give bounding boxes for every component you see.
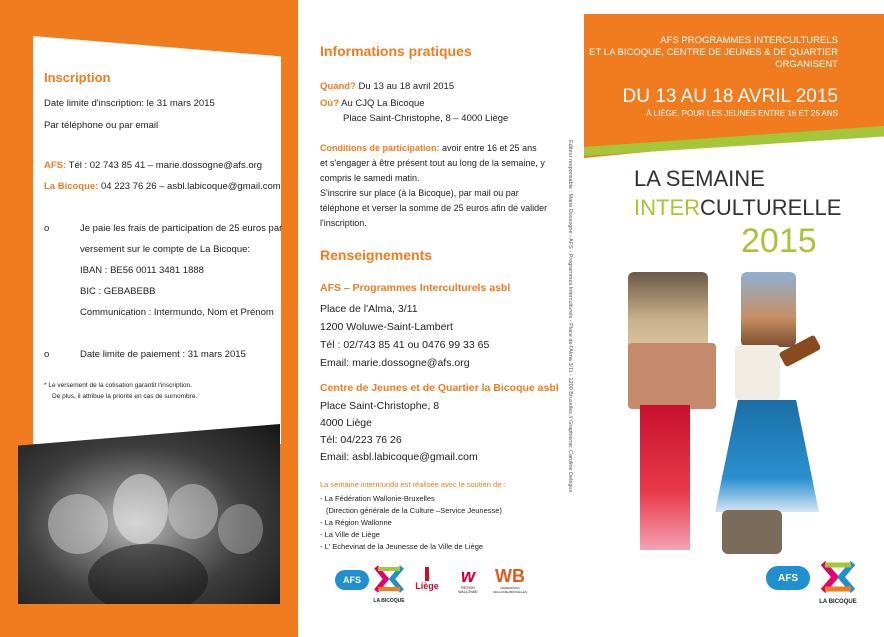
collage-photo-boots bbox=[722, 510, 782, 554]
ou-address: Place Saint-Christophe, 8 – 4000 Liège bbox=[343, 113, 509, 124]
afs-label: AFS: bbox=[44, 160, 67, 171]
support-item: (Direction générale de la Culture –Service Jeunesse) bbox=[326, 506, 502, 515]
logo-bicoque-label: LA BICOQUE bbox=[373, 598, 405, 604]
afs-block bbox=[320, 280, 510, 372]
infos-title: Informations pratiques bbox=[320, 43, 472, 59]
support-item: - La Fédération Wallonie-Bruxelles bbox=[320, 494, 435, 503]
ou-line bbox=[320, 96, 425, 112]
cjq-org: Centre de Jeunes et de Quartier la Bicoque asbl bbox=[320, 382, 559, 394]
conditions-6: l'inscription. bbox=[320, 218, 367, 228]
logo-liege bbox=[412, 567, 442, 601]
title-inter: INTER bbox=[634, 195, 700, 220]
footnote-2: De plus, il attribue la priorité en cas de surnombre. bbox=[52, 393, 198, 400]
communication: Communication : Intermundo, Nom et Prénom bbox=[80, 307, 274, 318]
conditions-5: téléphone et verser la somme de 25 euros afin de valider bbox=[320, 203, 548, 213]
liege-tower-icon bbox=[425, 567, 429, 581]
cjq-tel: Tél: 04/223 76 26 bbox=[320, 434, 402, 446]
conditions-1: avoir entre 16 et 25 ans bbox=[442, 143, 537, 153]
bullet-2: o bbox=[44, 349, 50, 360]
cjq-addr1: Place Saint-Christophe, 8 bbox=[320, 400, 440, 412]
logo-afs: AFS bbox=[335, 570, 369, 590]
logo-region-wallonne bbox=[452, 566, 484, 602]
support-list bbox=[320, 493, 502, 553]
afs-tel: Tél : 02/743 85 41 ou 0476 99 33 65 bbox=[320, 339, 490, 351]
editor-note: Editeur responsable : Marie Dossogne - AFS - Programmes Interculturels - Place de l'Alma 3/11 - 1200 Bruxelles // Graphisme: Caroline Delègue bbox=[567, 140, 573, 493]
event-subtitle: À LIÈGE, POUR LES JEUNES ENTRE 16 ET 25 ANS bbox=[646, 109, 838, 118]
quand-line bbox=[320, 79, 454, 95]
title-line-2 bbox=[634, 195, 841, 221]
afs-org: AFS – Programmes Interculturels asbl bbox=[320, 282, 511, 294]
bicoque-x-icon-right bbox=[818, 560, 858, 594]
afs-email: Email: marie.dossogne@afs.org bbox=[320, 357, 470, 369]
logo-bicoque-right-label: LA BICOQUE bbox=[819, 599, 857, 605]
collage-photo-hands bbox=[628, 343, 716, 409]
payment-line-1: Je paie les frais de participation de 25 euros par bbox=[80, 223, 283, 234]
conditions-3: compris le samedi matin. bbox=[320, 173, 420, 183]
title-culturelle: CULTURELLE bbox=[700, 195, 842, 220]
ou-label: Où? bbox=[320, 98, 339, 109]
cjq-addr2: 4000 Liège bbox=[320, 417, 372, 429]
afs-contact: Tél : 02 743 85 41 – marie.dossogne@afs.org bbox=[68, 160, 263, 171]
ou-value: Au CJQ La Bicoque bbox=[341, 98, 425, 109]
title-line-1: LA SEMAINE bbox=[634, 166, 765, 191]
event-dates: DU 13 AU 18 AVRIL 2015 bbox=[622, 86, 838, 107]
cjq-email: Email: asbl.labicoque@gmail.com bbox=[320, 451, 478, 463]
wallonie-rooster-icon: w bbox=[460, 566, 475, 586]
afs-addr1: Place de l'Alma, 3/11 bbox=[320, 303, 418, 315]
conditions-label: Conditions de participation: bbox=[320, 143, 440, 153]
logo-bicoque bbox=[372, 565, 406, 603]
collage-photo-shirt bbox=[735, 345, 780, 400]
support-title: La semaine intermundo est réalisée avec le soutien de : bbox=[320, 480, 506, 489]
logo-afs-right: AFS bbox=[766, 566, 810, 590]
support-item: - La Région Wallonne bbox=[320, 518, 392, 527]
organisers-line-1: AFS PROGRAMMES INTERCULTURELS bbox=[660, 35, 838, 46]
bicoque-label: La Bicoque: bbox=[44, 181, 99, 192]
collage-photo-red-legs bbox=[640, 405, 690, 550]
bullet-1: o bbox=[44, 223, 50, 234]
bicoque-contact: 04 223 76 26 – asbl.labicoque@gmail.com bbox=[101, 181, 281, 192]
logo-federation bbox=[492, 566, 528, 602]
logo-bicoque-right bbox=[818, 560, 858, 608]
iban: IBAN : BE56 0011 3481 1888 bbox=[80, 265, 204, 276]
inscription-method: Par téléphone ou par email bbox=[44, 120, 159, 131]
afs-contact-line bbox=[44, 159, 262, 172]
organisers bbox=[589, 35, 838, 71]
group-photo bbox=[18, 424, 280, 604]
inscription-date: Date limite d'inscription: le 31 mars 2015 bbox=[44, 98, 215, 109]
organisers-line-2: ET LA BICOQUE, CENTRE DE JEUNES & DE QUARTIER bbox=[589, 47, 838, 58]
logo-liege-label: Liège bbox=[415, 581, 439, 591]
renseignements-title: Renseignements bbox=[320, 247, 433, 263]
bic: BIC : GEBABEBB bbox=[80, 286, 156, 297]
conditions-block bbox=[320, 141, 560, 231]
logo-federation-label: FÉDÉRATION WALLONIE-BRUXELLES bbox=[492, 586, 528, 594]
bicoque-x-icon bbox=[372, 565, 406, 593]
payment-line-2: versement sur le compte de La Bicoque: bbox=[80, 244, 251, 255]
collage-photo-dress bbox=[715, 400, 819, 512]
quand-label: Quand? bbox=[320, 81, 356, 92]
bicoque-contact-line bbox=[44, 180, 281, 193]
conditions-2: et s'engager à être présent tout au long de la semaine, y bbox=[320, 158, 545, 168]
support-item: - L' Echevinat de la Jeunesse de la Ville de Liège bbox=[320, 542, 484, 551]
conditions-4: S'inscrire sur place (à la Bicoque), par mail ou par bbox=[320, 188, 519, 198]
collage-photo-boy bbox=[741, 272, 796, 347]
title-year: 2015 bbox=[741, 222, 817, 260]
cjq-block bbox=[320, 380, 559, 466]
support-item: - La Ville de Liège bbox=[320, 530, 380, 539]
footnote-1: * Le versement de la cotisation garantit l'inscription. bbox=[44, 382, 192, 389]
quand-value: Du 13 au 18 avril 2015 bbox=[358, 81, 455, 92]
federation-wb-icon: WB bbox=[495, 566, 525, 586]
inscription-title: Inscription bbox=[44, 70, 111, 85]
afs-addr2: 1200 Woluwe-Saint-Lambert bbox=[320, 321, 453, 333]
logo-region-label: RÉGION WALLONNE bbox=[458, 586, 478, 594]
organisers-line-3: ORGANISENT bbox=[775, 59, 838, 70]
payment-deadline: Date limite de paiement : 31 mars 2015 bbox=[80, 349, 246, 360]
